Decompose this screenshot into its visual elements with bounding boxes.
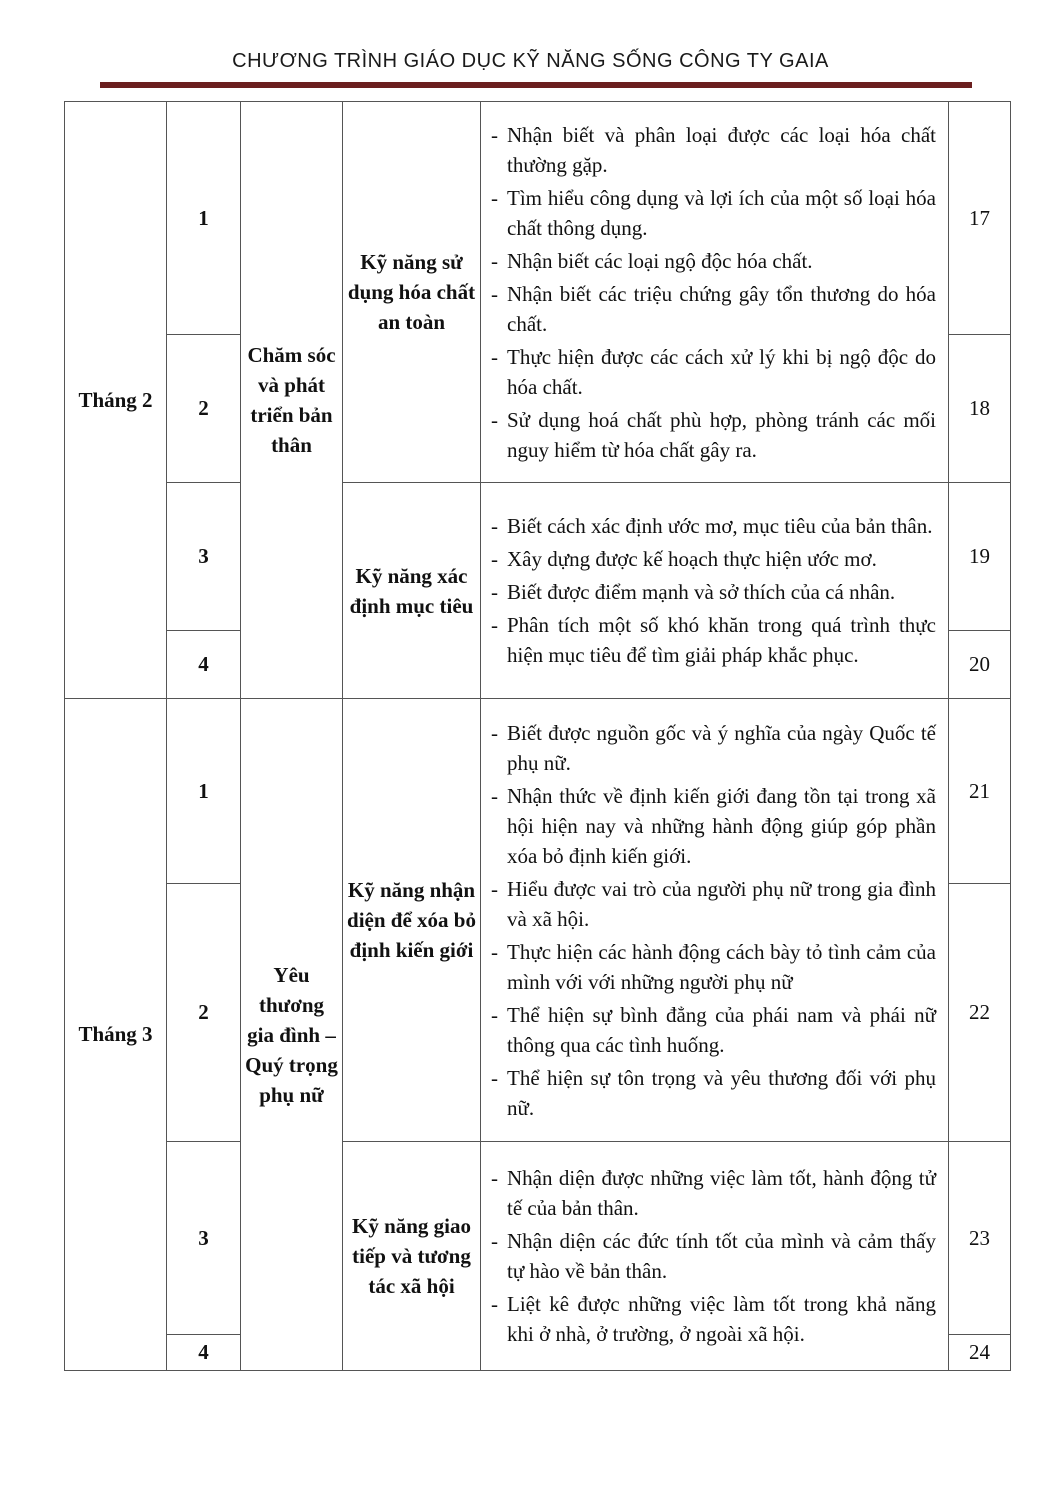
- objective-item: - Biết cách xác định ước mơ, mục tiêu của bản thân.: [491, 511, 936, 541]
- skill-label: Kỹ năng nhận diện để xóa bỏ định kiến giới: [347, 878, 476, 962]
- month-cell: Tháng 2: [65, 102, 167, 699]
- lesson-cell: 19: [949, 483, 1011, 631]
- lesson-cell: 21: [949, 699, 1011, 884]
- objective-item: - Nhận thức về định kiến giới đang tồn tại trong xã hội hiện nay và những hành động giúp góp phần xóa bỏ định kiến giới.: [491, 781, 936, 871]
- objective-item: - Nhận biết các triệu chứng gây tổn thương do hóa chất.: [491, 279, 936, 339]
- week-cell: 3: [167, 483, 241, 631]
- objective-item: - Sử dụng hoá chất phù hợp, phòng tránh các mối nguy hiểm từ hóa chất gây ra.: [491, 405, 936, 465]
- objective-item: - Hiểu được vai trò của người phụ nữ trong gia đình và xã hội.: [491, 874, 936, 934]
- topic-label: Yêu thương gia đình – Quý trọng phụ nữ: [245, 962, 338, 1107]
- table-row: [65, 699, 1011, 884]
- objective-item: - Thể hiện sự bình đẳng của phái nam và phái nữ thông qua các tình huống.: [491, 1000, 936, 1060]
- objective-item: - Nhận biết và phân loại được các loại hóa chất thường gặp.: [491, 120, 936, 180]
- page-header: CHƯƠNG TRÌNH GIÁO DỤC KỸ NĂNG SỐNG CÔNG TY GAIA: [232, 50, 829, 72]
- topic-label: Chăm sóc và phát triển bản thân: [247, 343, 336, 457]
- table-row: [65, 102, 1011, 335]
- objective-item: - Thực hiện được các cách xử lý khi bị ngộ độc do hóa chất.: [491, 342, 936, 402]
- objectives-cell: [481, 1142, 949, 1371]
- objective-item: - Nhận diện các đức tính tốt của mình và cảm thấy tự hào về bản thân.: [491, 1226, 936, 1286]
- objectives-cell: [481, 699, 949, 1142]
- objective-item: - Biết được nguồn gốc và ý nghĩa của ngày Quốc tế phụ nữ.: [491, 718, 936, 778]
- week-cell: 2: [167, 884, 241, 1142]
- lesson-cell: 18: [949, 335, 1011, 483]
- skill-label: Kỹ năng giao tiếp và tương tác xã hội: [351, 1214, 472, 1298]
- week-cell: 1: [167, 699, 241, 884]
- topic-cell: [241, 699, 343, 1371]
- lesson-cell: 24: [949, 1335, 1011, 1371]
- skill-cell: [343, 699, 481, 1142]
- lesson-cell: 23: [949, 1142, 1011, 1335]
- objective-item: - Liệt kê được những việc làm tốt trong khả năng khi ở nhà, ở trường, ở ngoài xã hội.: [491, 1289, 936, 1349]
- objective-item: - Biết được điểm mạnh và sở thích của cá nhân.: [491, 577, 936, 607]
- objective-item: - Xây dựng được kế hoạch thực hiện ước mơ.: [491, 544, 936, 574]
- lesson-cell: 17: [949, 102, 1011, 335]
- objective-item: - Tìm hiểu công dụng và lợi ích của một số loại hóa chất thông dụng.: [491, 183, 936, 243]
- topic-cell: [241, 102, 343, 699]
- month-cell: Tháng 3: [65, 699, 167, 1371]
- objective-item: - Thể hiện sự tôn trọng và yêu thương đối với phụ nữ.: [491, 1063, 936, 1123]
- objective-item: - Phân tích một số khó khăn trong quá trình thực hiện mục tiêu để tìm giải pháp khắc phục.: [491, 610, 936, 670]
- skill-cell: [343, 483, 481, 699]
- objectives-cell: [481, 483, 949, 699]
- curriculum-table: [64, 101, 1011, 1371]
- table-row: [65, 1142, 1011, 1335]
- skill-label: Kỹ năng sử dụng hóa chất an toàn: [347, 250, 476, 334]
- week-cell: 1: [167, 102, 241, 335]
- skill-cell: [343, 102, 481, 483]
- week-cell: 4: [167, 631, 241, 699]
- objectives-cell: [481, 102, 949, 483]
- header-divider: [100, 82, 972, 88]
- lesson-cell: 22: [949, 884, 1011, 1142]
- table-row: [65, 483, 1011, 631]
- objective-item: - Nhận biết các loại ngộ độc hóa chất.: [491, 246, 936, 276]
- skill-label: Kỹ năng xác định mục tiêu: [349, 563, 474, 618]
- objective-item: - Thực hiện các hành động cách bày tỏ tình cảm của mình với với những người phụ nữ: [491, 937, 936, 997]
- week-cell: 3: [167, 1142, 241, 1335]
- lesson-cell: 20: [949, 631, 1011, 699]
- objective-item: - Nhận diện được những việc làm tốt, hành động tử tế của bản thân.: [491, 1163, 936, 1223]
- week-cell: 4: [167, 1335, 241, 1371]
- skill-cell: [343, 1142, 481, 1371]
- week-cell: 2: [167, 335, 241, 483]
